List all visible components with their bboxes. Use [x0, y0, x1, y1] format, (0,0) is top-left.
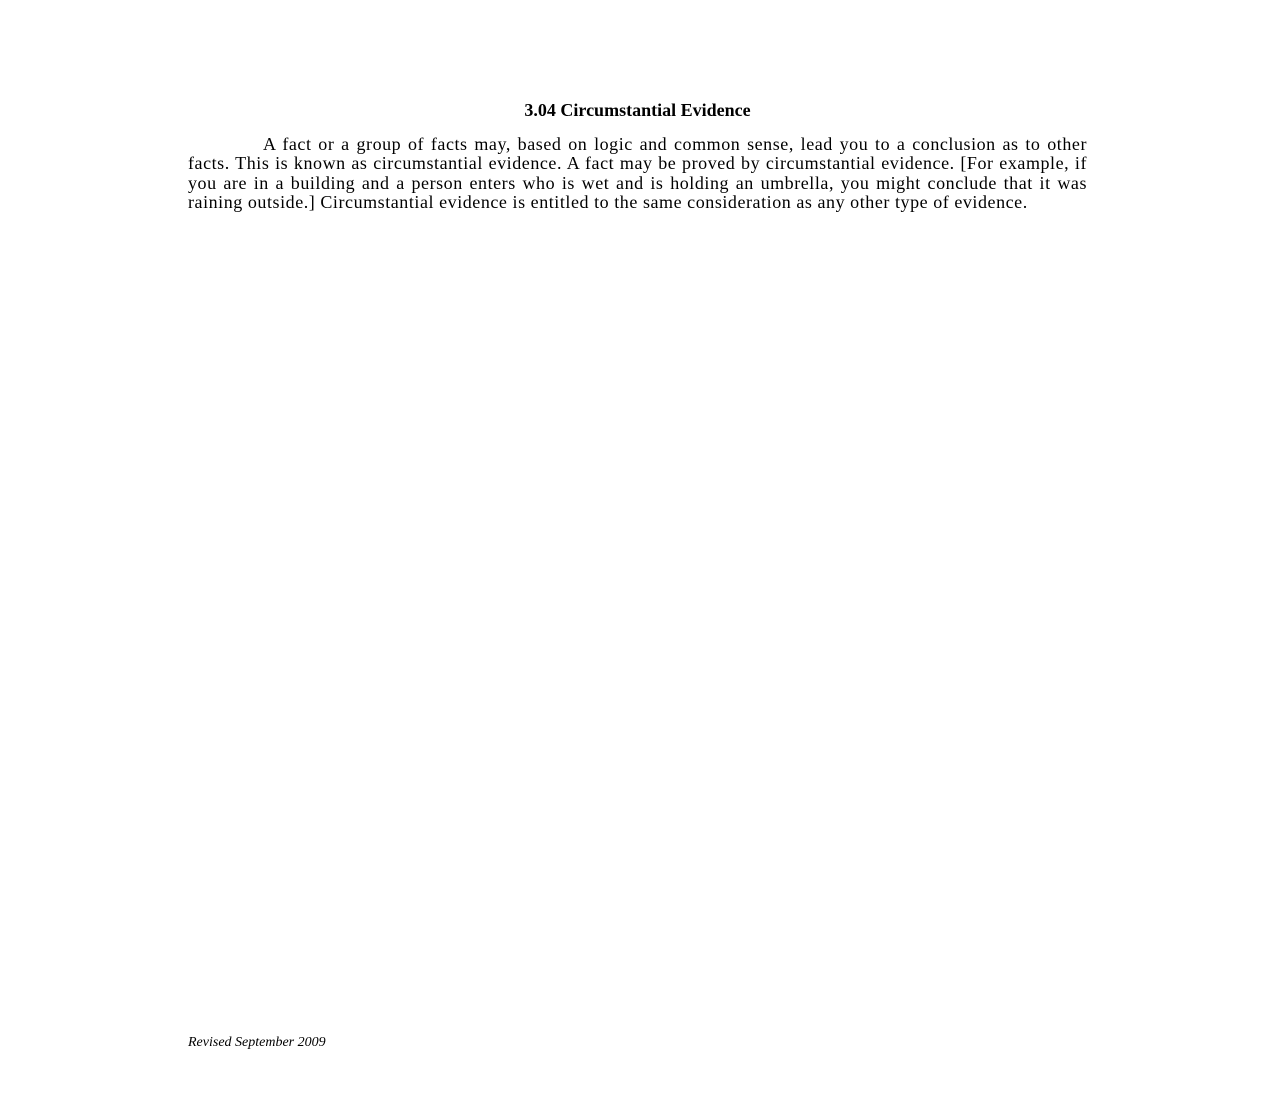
- body-paragraph: A fact or a group of facts may, based on logic and common sense, lead you to a conclusion as to other facts. This is known as circumstantial evidence. A fact may be proved by circumstantial evidence. [For example, if you are in a building and a person enters who is wet and is holding an umbrella, you might conclude that it was raining outside.] Circumstantial evidence is entitled to the same consideration as any other type of evidence.: [188, 134, 1087, 213]
- revision-footer: Revised September 2009: [188, 1035, 326, 1050]
- section-heading: 3.04 Circumstantial Evidence: [524, 100, 751, 120]
